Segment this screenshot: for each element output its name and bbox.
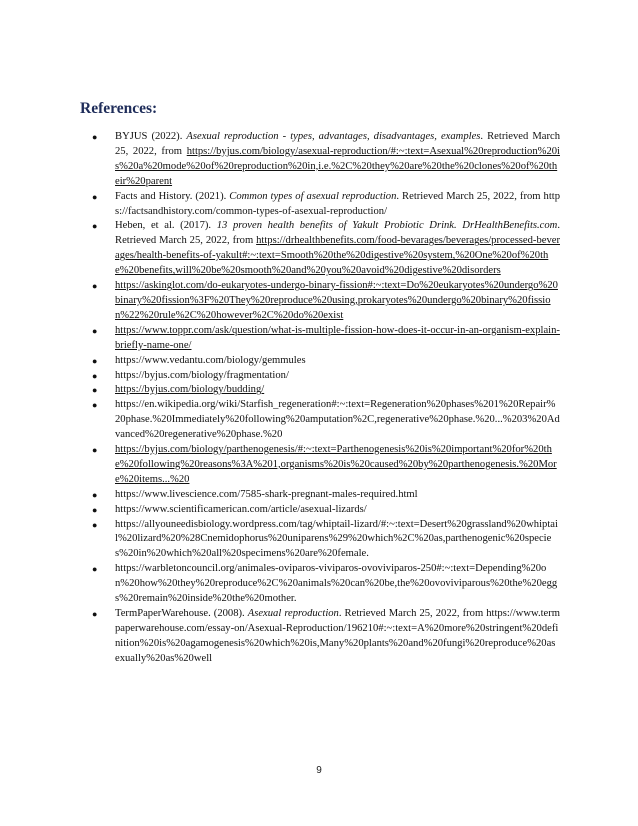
bullet-icon: ● bbox=[92, 519, 98, 530]
ref-title: Common types of asexual reproduction bbox=[229, 190, 397, 202]
bullet-icon: ● bbox=[92, 221, 98, 232]
reference-item bbox=[80, 488, 560, 503]
bullet-icon: ● bbox=[92, 281, 98, 292]
bullet-icon: ● bbox=[92, 400, 98, 411]
ref-retrieved: . Retrieved March 25, 2022, from bbox=[396, 190, 541, 202]
reference-item bbox=[80, 219, 560, 279]
reference-item bbox=[80, 607, 560, 667]
ref-url: https://www.livescience.com/7585-shark-pregnant-males-required.html bbox=[115, 488, 418, 500]
ref-url: https://www.termpaperwarehouse.com/essay-on/Asexual-Reproduction/196210#:~:text=A%20more%20stringent%20definition%20is%20agamogenesis%20which%20is,Many%20plants%20and%20fungi%20reproduce%20asexually%20as%20well bbox=[115, 608, 561, 664]
ref-url: https://warbletoncouncil.org/animales-oviparos-viviparos-ovoviviparos-250#:~:text=Depending%20on%20how%20they%20reproduce%2C%20animals%20can%20be,the%20ovoviviparous%20the%20eggs%20remain%20inside%20the%20mother. bbox=[115, 563, 558, 605]
ref-title: Asexual reproduction - types, advantages, disadvantages, examples bbox=[186, 131, 481, 142]
ref-link[interactable]: https://www.toppr.com/ask/question/what-is-multiple-fission-how-does-it-occur-in-an-organism-explain-briefly-name-one/ bbox=[115, 324, 560, 351]
reference-item bbox=[80, 443, 560, 488]
ref-link[interactable]: https://byjus.com/biology/parthenogenesis/#:~:text=Parthenogenesis%20is%20important%20for%20the%20following%20reasons%3A%201,organisms%20is%20caused%20by%20parthenogenesis.%20More%20items...%20 bbox=[115, 444, 557, 485]
ref-author: Heben, et al. (2017). bbox=[115, 220, 212, 232]
reference-item bbox=[80, 562, 560, 607]
reference-item bbox=[80, 369, 560, 384]
bullet-icon: ● bbox=[92, 132, 98, 142]
ref-link[interactable]: https://drhealthbenefits.com/food-bevarages/beverages/processed-beverages/health-benefits-of-yakult#:~:text=Smooth%20the%20digestive%20system,%20One%20of%20the%20benefits,will%20be%20smooth%20and%20you%20avoid%20digestive%20disorders bbox=[115, 235, 560, 277]
reference-item bbox=[80, 398, 560, 443]
ref-link[interactable]: https://byjus.com/biology/asexual-reproduction/#:~:text=Asexual%20reproduction%20is%20a%20mode%20of%20reproduction%20in,i.e.%2C%20they%20are%20the%20clones%20of%20their%20parent bbox=[115, 145, 560, 187]
reference-item bbox=[80, 383, 560, 398]
reference-item bbox=[80, 279, 560, 324]
ref-url: https://www.vedantu.com/biology/gemmules bbox=[115, 354, 306, 366]
ref-url: https://allyouneedisbiology.wordpress.com/tag/whiptail-lizard/#:~:text=Desert%20grassland%20whiptail%20lizard%20%28Cnemidophorus%20uniparens%29%20which%2C%20as,parthenogenic%20species%20in%20which%20all%20specimens%20are%20female. bbox=[115, 518, 558, 560]
ref-author: Facts and History. (2021). bbox=[115, 190, 227, 202]
reference-item bbox=[80, 354, 560, 369]
ref-url: https://www.scientificamerican.com/article/asexual-lizards/ bbox=[115, 503, 367, 515]
ref-url: https://byjus.com/biology/fragmentation/ bbox=[115, 369, 289, 381]
bullet-icon: ● bbox=[92, 564, 98, 575]
reference-item bbox=[80, 190, 560, 220]
ref-title: 13 proven health benefits of Yakult Probiotic Drink. DrHealthBenefits.com bbox=[216, 220, 558, 232]
page-number: 9 bbox=[316, 765, 322, 776]
ref-link[interactable]: https://byjus.com/biology/budding/ bbox=[115, 384, 265, 396]
reference-item bbox=[80, 518, 560, 563]
ref-retrieved: . Retrieved March 25, 2022, from bbox=[115, 220, 560, 247]
ref-author: BYJUS (2022). bbox=[115, 131, 183, 142]
bullet-icon: ● bbox=[92, 489, 98, 500]
bullet-icon: ● bbox=[92, 504, 98, 515]
bullet-icon: ● bbox=[92, 370, 98, 381]
ref-link[interactable]: https://askinglot.com/do-eukaryotes-undergo-binary-fission#:~:text=Do%20eukaryotes%20undergo%20binary%20fission%3F%20They%20reproduce%20using,prokaryotes%20undergo%20binary%20fission%22%20rule%2C%20however%2C%20do%20exist bbox=[115, 280, 558, 321]
ref-retrieved: . Retrieved March 25, 2022, from bbox=[338, 608, 484, 619]
bullet-icon: ● bbox=[92, 355, 98, 366]
reference-item bbox=[80, 130, 560, 190]
ref-url: https://factsandhistory.com/common-types-of-asexual-reproduction/ bbox=[115, 190, 560, 217]
reference-item bbox=[80, 324, 560, 354]
reference-item bbox=[80, 503, 560, 518]
ref-author: TermPaperWarehouse. (2008). bbox=[115, 608, 245, 619]
bullet-icon: ● bbox=[92, 325, 98, 336]
bullet-icon: ● bbox=[92, 385, 98, 396]
ref-retrieved: . Retrieved March 25, 2022, from bbox=[115, 131, 561, 157]
references-heading: References: bbox=[80, 100, 158, 117]
bullet-icon: ● bbox=[92, 445, 98, 456]
ref-url: https://en.wikipedia.org/wiki/Starfish_regeneration#:~:text=Regeneration%20phases%201%20Repair%20phase.%20Immediately%20following%20amputation%2C,regenerative%20phase.%20...%203%20Advanced%20regenerative%20phase.%20 bbox=[115, 399, 560, 441]
bullet-icon: ● bbox=[92, 609, 98, 619]
references-list bbox=[80, 130, 560, 667]
bullet-icon: ● bbox=[92, 191, 98, 202]
ref-title: Asexual reproduction bbox=[247, 608, 339, 619]
